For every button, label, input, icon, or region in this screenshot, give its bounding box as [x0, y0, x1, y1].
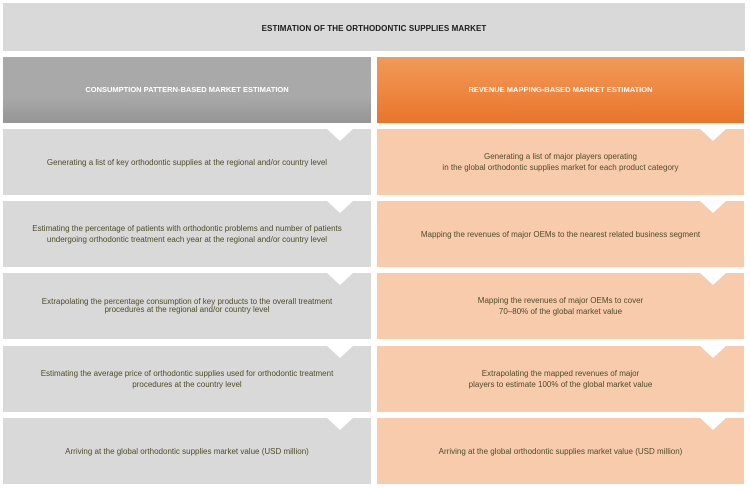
down-arrow-notch: [327, 418, 353, 430]
left-step-5: [3, 418, 371, 484]
right-step-3-text: Mapping the revenues of major OEMs to cover 70–80% of the global market value: [477, 296, 644, 316]
right-step-5: [377, 418, 744, 484]
left-step-2-text: Estimating the percentage of patients with orthodontic problems and number of patients undergoing orthodontic treatment each year at the regional and/or country level: [32, 224, 342, 244]
down-arrow-notch: [700, 418, 726, 430]
left-column-header: [3, 57, 371, 123]
right-step-2-text: Mapping the revenues of major OEMs to the nearest related business segment: [420, 229, 701, 239]
left-step-3-text: Extrapolating the percentage consumption of key products to the overall treatment procedures at the regional and/or country level: [41, 297, 333, 314]
down-arrow-notch: [700, 201, 726, 213]
right-step-4: [377, 346, 744, 412]
down-arrow-notch: [327, 273, 353, 285]
down-arrow-notch: [700, 129, 726, 141]
diagram-title: [3, 3, 745, 51]
right-step-4-text: Extrapolating the mapped revenues of major players to estimate 100% of the global market value: [468, 369, 653, 389]
right-step-2: [377, 201, 744, 267]
down-arrow-notch: [327, 201, 353, 213]
right-step-3: [377, 273, 744, 339]
down-arrow-notch: [327, 129, 353, 141]
left-header-text: CONSUMPTION PATTERN-BASED MARKET ESTIMATION: [85, 84, 289, 94]
left-step-5-text: Arriving at the global orthodontic supplies market value (USD million): [65, 446, 309, 456]
left-step-2: [3, 201, 371, 267]
down-arrow-notch: [700, 273, 726, 285]
left-step-3: [3, 273, 371, 339]
diagram-title-text: ESTIMATION OF THE ORTHODONTIC SUPPLIES MARKET: [261, 23, 487, 33]
right-column-header: [377, 57, 744, 123]
right-step-1-text: Generating a list of major players operating in the global orthodontic supplies market for each product category: [442, 152, 679, 172]
right-header-text: REVENUE MAPPING-BASED MARKET ESTIMATION: [468, 84, 653, 94]
left-step-4: [3, 346, 371, 412]
right-step-5-text: Arriving at the global orthodontic supplies market value (USD million): [438, 446, 683, 456]
left-step-1-text: Generating a list of key orthodontic supplies at the regional and/or country level: [46, 157, 328, 167]
right-step-1: [377, 129, 744, 195]
left-step-1: [3, 129, 371, 195]
down-arrow-notch: [700, 346, 726, 358]
down-arrow-notch: [327, 346, 353, 358]
left-step-4-text: Estimating the average price of orthodontic supplies used for orthodontic treatment procedures at the country level: [40, 369, 334, 389]
